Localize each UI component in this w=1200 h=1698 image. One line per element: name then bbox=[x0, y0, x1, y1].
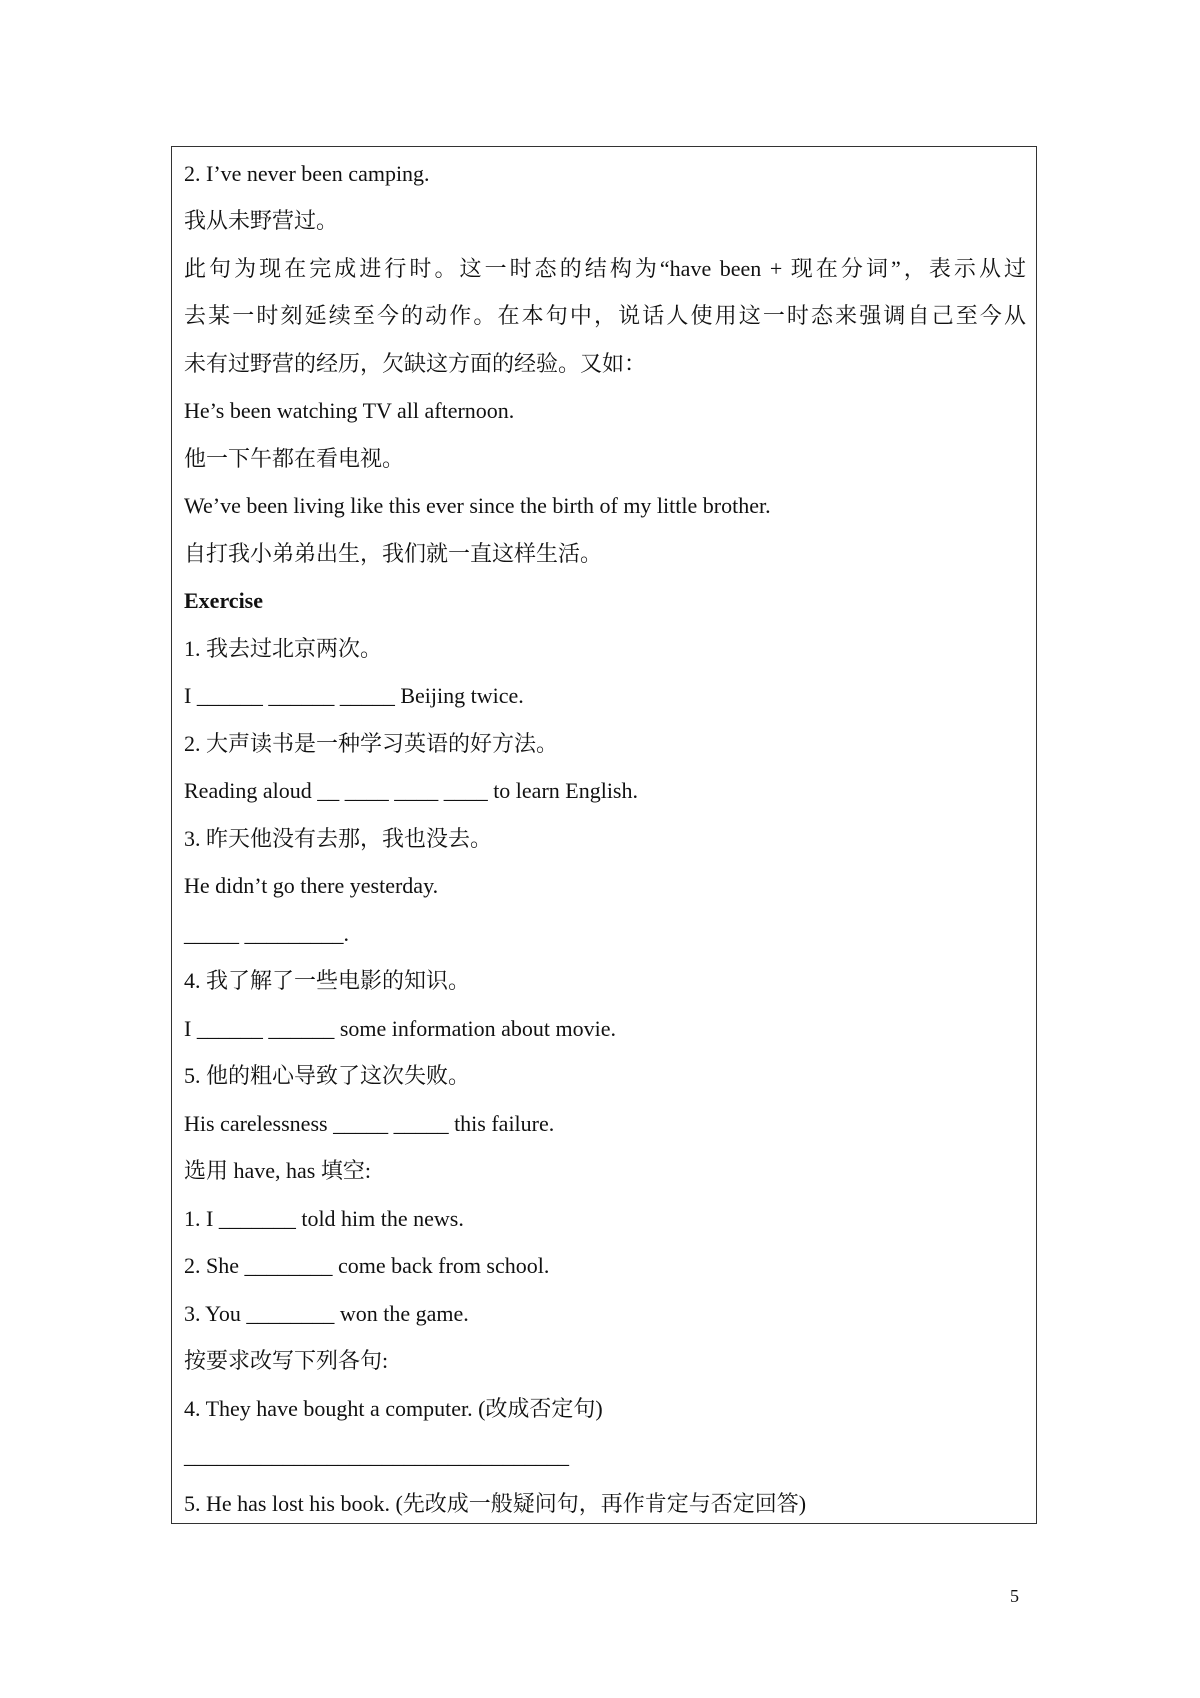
exercise-blank-line: His carelessness _____ _____ this failure. bbox=[184, 1111, 555, 1136]
exercise-item: 1. 我去过北京两次。 bbox=[184, 636, 383, 661]
explanation-line: 此句为现在完成进行时。这一时态的结构为“have been + 现在分词”，表示从过 bbox=[184, 256, 1026, 281]
example-sentence-chinese: 我从未野营过。 bbox=[184, 208, 339, 233]
example-sentence-english: We’ve been living like this ever since the birth of my little brother. bbox=[184, 493, 771, 518]
exercise-blank-line: 1. I _______ told him the news. bbox=[184, 1206, 464, 1231]
exercise-item: 5. He has lost his book. (先改成一般疑问句，再作肯定与否定回答) bbox=[184, 1491, 807, 1516]
example-sentence-chinese: 自打我小弟弟出生，我们就一直这样生活。 bbox=[184, 541, 603, 566]
section-instruction: 按要求改写下列各句: bbox=[184, 1348, 389, 1373]
content-table-cell bbox=[171, 146, 1037, 1524]
exercise-blank-line: _____ _________. bbox=[184, 921, 349, 946]
answer-blank-line: ___________________________________ bbox=[184, 1443, 569, 1468]
page-number: 5 bbox=[1010, 1586, 1019, 1606]
example-sentence-english: 2. I’ve never been camping. bbox=[184, 161, 430, 186]
exercise-blank-line: 3. You ________ won the game. bbox=[184, 1301, 469, 1326]
exercise-heading: Exercise bbox=[184, 588, 264, 613]
section-instruction: 选用 have, has 填空: bbox=[184, 1158, 371, 1183]
exercise-blank-line: 2. She ________ come back from school. bbox=[184, 1253, 550, 1278]
exercise-item: 3. 昨天他没有去那，我也没去。 bbox=[184, 826, 493, 851]
exercise-blank-line: I ______ ______ some information about movie. bbox=[184, 1016, 616, 1041]
explanation-line: 去某一时刻延续至今的动作。在本句中，说话人使用这一时态来强调自己至今从 bbox=[184, 303, 1026, 328]
exercise-item: 4. They have bought a computer. (改成否定句) bbox=[184, 1396, 603, 1421]
exercise-blank-line: Reading aloud __ ____ ____ ____ to learn English. bbox=[184, 778, 638, 803]
exercise-item: 2. 大声读书是一种学习英语的好方法。 bbox=[184, 731, 559, 756]
exercise-blank-line: I ______ ______ _____ Beijing twice. bbox=[184, 683, 524, 708]
example-sentence-english: He’s been watching TV all afternoon. bbox=[184, 398, 515, 423]
explanation-line: 未有过野营的经历，欠缺这方面的经验。又如： bbox=[184, 351, 647, 376]
exercise-item: 4. 我了解了一些电影的知识。 bbox=[184, 968, 471, 993]
example-sentence-chinese: 他一下午都在看电视。 bbox=[184, 446, 405, 471]
exercise-sentence: He didn’t go there yesterday. bbox=[184, 873, 439, 898]
exercise-item: 5. 他的粗心导致了这次失败。 bbox=[184, 1063, 471, 1088]
